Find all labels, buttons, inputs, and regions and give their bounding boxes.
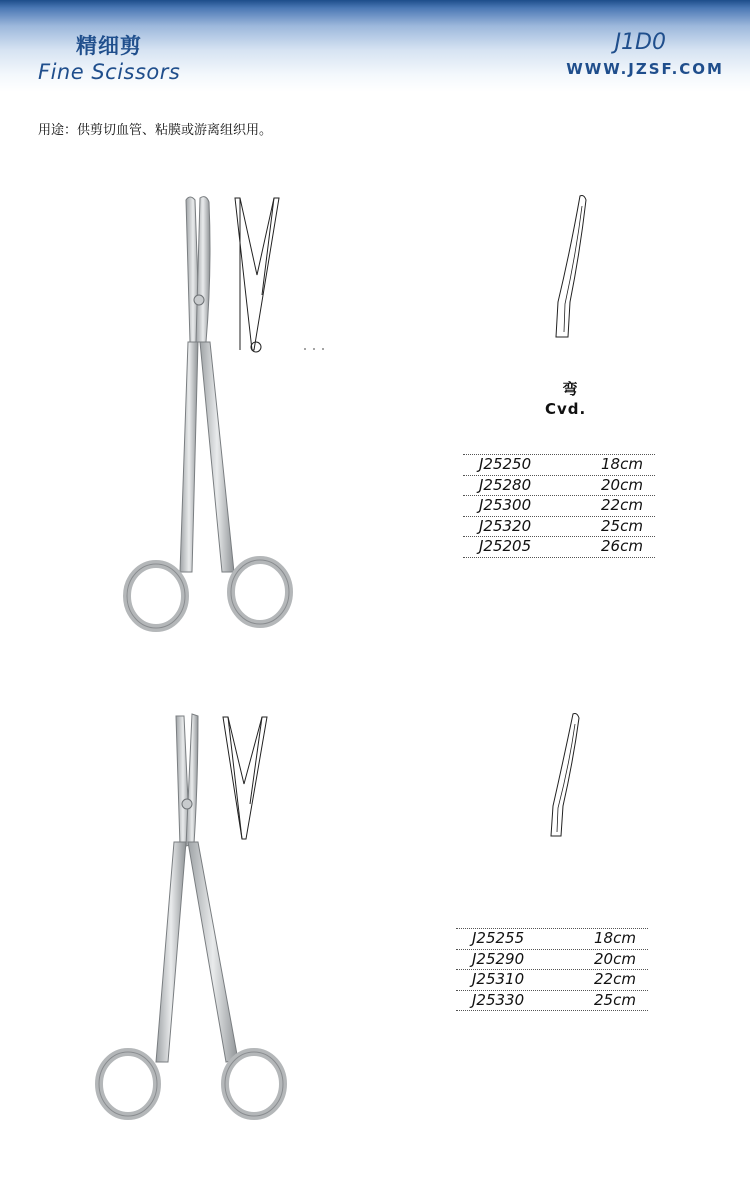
item-code: J25330 [472,990,525,1009]
curved-tip-detail-2 [545,710,585,840]
catalog-code: J1D0 [614,30,666,55]
item-code: J25320 [479,516,532,535]
table-row [463,454,655,475]
blade-outline-detail-1 [232,195,282,355]
table-row [463,516,655,537]
usage-description: 用途：供剪切血管、粘膜或游离组织用。 [38,123,273,138]
table-row [456,928,648,949]
table-row [456,969,648,990]
item-size: 26cm [601,537,643,555]
title-english: Fine Scissors [38,60,181,84]
item-code: J25250 [479,455,532,473]
variant-label-en: Cvd. [545,400,587,418]
table-row [456,949,648,970]
table-row [463,495,655,516]
item-size: 25cm [594,990,636,1009]
curved-tip-detail-1 [550,192,590,342]
item-size: 22cm [594,970,636,988]
dots-decoration [302,346,328,352]
item-code: J25280 [479,475,532,494]
variant-label-cn: 弯 [562,380,578,398]
table-row [463,475,655,496]
item-size: 20cm [601,475,643,494]
item-size: 18cm [601,455,643,473]
title-chinese: 精细剪 [76,34,142,58]
item-size: 25cm [601,516,643,535]
item-code: J25205 [479,537,532,555]
website-url: WWW.JZSF.COM [566,60,724,78]
spec-table-1 [463,454,655,558]
spec-table-2 [456,928,648,1011]
item-size: 20cm [594,949,636,968]
header-banner [0,0,750,92]
item-size: 22cm [601,496,643,514]
table-row [456,990,648,1012]
item-code: J25255 [472,929,525,947]
item-size: 18cm [594,929,636,947]
table-row [463,536,655,558]
item-code: J25310 [472,970,525,988]
item-code: J25290 [472,949,525,968]
item-code: J25300 [479,496,532,514]
blade-outline-detail-2 [220,714,270,844]
